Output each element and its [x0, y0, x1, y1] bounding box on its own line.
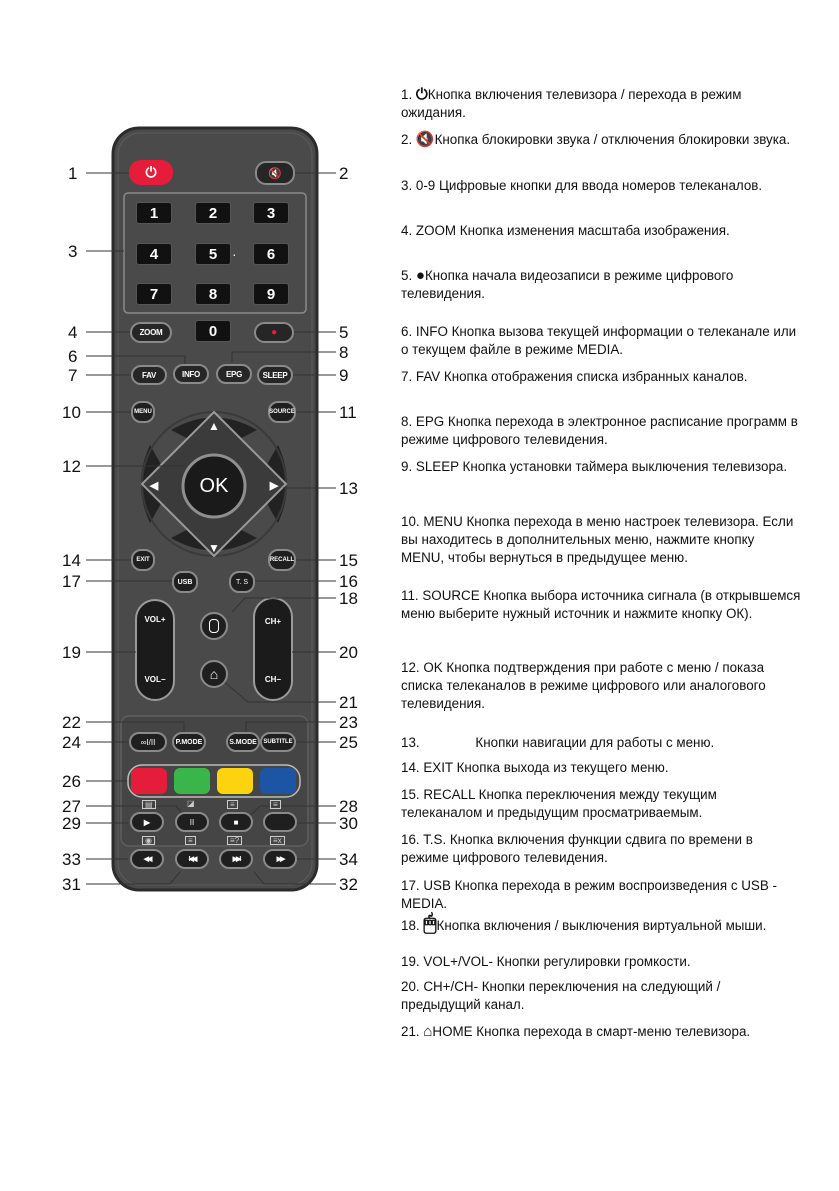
index-icon: ◉	[142, 836, 155, 845]
pause-button[interactable]: II	[175, 812, 209, 832]
callout-21: 21	[339, 693, 358, 712]
callout-33: 33	[62, 850, 81, 869]
description-text: OK Кнопка подтверждения при работе с меню / показа списка телеканалов в режиме цифрового или аналогового телевидения.	[401, 660, 766, 711]
sleep-button[interactable]: SLEEP	[257, 365, 293, 385]
vol-minus-button[interactable]: VOL−	[144, 674, 166, 684]
audio-lang-button[interactable]: ∞I/II	[129, 732, 167, 752]
description-text: Кнопки навигации для работы с меню.	[475, 735, 715, 750]
rewind-button[interactable]: ◀◀	[130, 849, 164, 869]
description-text: EPG Кнопка перехода в электронное расписание программ в режиме цифрового телевидения.	[401, 414, 798, 447]
callout-20: 20	[339, 643, 358, 662]
callout-24: 24	[62, 733, 81, 752]
description-number: 3.	[401, 178, 416, 193]
description-item	[401, 877, 801, 913]
description-number: 15.	[401, 787, 424, 802]
description-item	[401, 786, 801, 822]
description-number: 1.	[401, 87, 416, 102]
description-item	[401, 587, 801, 623]
callout-34: 34	[339, 850, 358, 869]
description-item	[401, 910, 801, 935]
green-key-button[interactable]	[174, 768, 210, 794]
fast-forward-button[interactable]: ▶▶	[263, 849, 297, 869]
description-item	[401, 978, 801, 1014]
digit-1-button[interactable]: 1	[136, 202, 172, 224]
digit-4-button[interactable]: 4	[136, 243, 172, 265]
description-number: 11.	[401, 588, 423, 603]
nav-left-button[interactable]: ◀	[149, 479, 159, 492]
prev-track-button[interactable]: I◀◀	[175, 849, 209, 869]
callout-1: 1	[68, 164, 78, 183]
description-item	[401, 513, 801, 567]
fav-button[interactable]: FAV	[131, 365, 167, 385]
description-number: 5.	[401, 268, 416, 283]
callout-29: 29	[62, 814, 81, 833]
callout-13: 13	[339, 479, 358, 498]
digit-3-button[interactable]: 3	[253, 202, 289, 224]
description-text: SLEEP Кнопка установки таймера выключения телевизора.	[415, 459, 788, 474]
description-text: USB Кнопка перехода в режим воспроизведения с USB - MEDIA.	[401, 878, 777, 911]
callout-31: 31	[62, 875, 81, 894]
description-number: 12.	[401, 660, 424, 675]
digit-5-button[interactable]: 5	[195, 243, 231, 265]
red-key-button[interactable]	[131, 768, 167, 794]
description-item	[401, 659, 801, 713]
dot-marker: ·	[232, 246, 237, 262]
description-text: 0-9 Цифровые кнопки для ввода номеров телеканалов.	[415, 178, 763, 193]
callout-8: 8	[339, 343, 349, 362]
zoom-button[interactable]: ZOOM	[130, 322, 172, 343]
description-number: 17.	[401, 878, 424, 893]
description-icon: ⏻	[415, 86, 428, 103]
description-text: VOL+/VOL- Кнопки регулировки громкости.	[423, 954, 691, 969]
callout-30: 30	[339, 814, 358, 833]
mix-icon: ◪	[187, 799, 195, 808]
digit-6-button[interactable]: 6	[253, 243, 289, 265]
description-text: MENU Кнопка перехода в меню настроек телевизора. Если вы находитесь в дополнительных меню, нажмите кнопку MENU, чтобы вернуться в предыдущее меню.	[401, 514, 794, 565]
description-item	[401, 413, 801, 449]
callout-14: 14	[62, 551, 81, 570]
description-text: Кнопка начала видеозаписи в режиме цифрового телевидения.	[401, 268, 734, 301]
cancel-icon: ≡x	[270, 836, 285, 845]
description-text: Кнопка блокировки звука / отключения блокировки звука.	[434, 132, 791, 147]
description-text: CH+/CH- Кнопки переключения на следующий / предыдущий канал.	[401, 979, 721, 1012]
size-icon: ≡	[270, 800, 281, 809]
description-item	[401, 458, 801, 476]
description-item	[401, 734, 801, 752]
description-icon: ●	[415, 267, 425, 284]
description-number: 14.	[401, 760, 424, 775]
callout-4: 4	[68, 323, 78, 342]
description-text: Кнопка включения / выключения виртуальной мыши.	[436, 918, 767, 933]
blank-media-button[interactable]	[263, 812, 297, 832]
callout-25: 25	[339, 733, 358, 752]
callout-28: 28	[339, 797, 358, 816]
description-number: 4.	[401, 223, 416, 238]
callout-27: 27	[62, 797, 81, 816]
description-number: 10.	[401, 514, 424, 529]
callout-18: 18	[339, 589, 358, 608]
digit-7-button[interactable]: 7	[136, 283, 172, 305]
nav-up-button[interactable]: ▲	[208, 419, 220, 433]
callout-3: 3	[68, 242, 78, 261]
description-text: RECALL Кнопка переключения между текущим телеканалом и предыдущим просматриваемым.	[401, 787, 717, 820]
yellow-key-button[interactable]	[217, 768, 253, 794]
callout-5: 5	[339, 323, 349, 342]
teletext-icon: ▤	[142, 800, 156, 809]
menu-button[interactable]: MENU	[131, 401, 155, 423]
description-text: EXIT Кнопка выхода из текущего меню.	[423, 760, 669, 775]
callout-16: 16	[339, 572, 358, 591]
record-button[interactable]: ●	[254, 322, 294, 343]
mouse-icon	[209, 619, 219, 633]
description-number: 8.	[401, 414, 416, 429]
description-number: 16.	[401, 832, 424, 847]
description-number: 6.	[401, 324, 416, 339]
callout-6: 6	[68, 347, 78, 366]
description-item	[401, 368, 801, 386]
description-item	[401, 222, 801, 240]
callout-2: 2	[339, 164, 349, 183]
ch-plus-button[interactable]: CH+	[264, 616, 282, 626]
digit-2-button[interactable]: 2	[195, 202, 231, 224]
description-text: SOURCE Кнопка выбора источника сигнала (в открывшемся меню выберите нужный источник и нажмите кнопку ОК).	[401, 588, 801, 621]
description-item	[401, 323, 801, 359]
subtitle-button[interactable]: SUBTITLE	[260, 732, 296, 752]
description-number: 13.	[401, 735, 476, 750]
epg-button[interactable]: EPG	[216, 364, 252, 384]
power-button[interactable]: ⏻	[129, 160, 173, 185]
description-number: 18.	[401, 918, 424, 933]
description-item	[401, 1023, 801, 1041]
callout-23: 23	[339, 713, 358, 732]
description-item	[401, 177, 801, 195]
description-text: HOME Кнопка перехода в смарт-меню телевизора.	[432, 1024, 751, 1039]
recall-button[interactable]: RECALL	[268, 549, 296, 571]
description-number: 19.	[401, 954, 424, 969]
hold-icon: ≡	[227, 800, 238, 809]
callout-32: 32	[339, 875, 358, 894]
description-text: ZOOM Кнопка изменения масштаба изображения.	[415, 223, 730, 238]
ok-button[interactable]: OK	[199, 474, 229, 497]
callout-9: 9	[339, 366, 349, 385]
callout-12: 12	[62, 457, 81, 476]
callout-7: 7	[68, 366, 78, 385]
stop-button[interactable]: ■	[219, 812, 253, 832]
description-number: 21.	[401, 1024, 424, 1039]
description-item	[401, 131, 801, 149]
digit-9-button[interactable]: 9	[253, 283, 289, 305]
play-button[interactable]: ▶	[130, 812, 164, 832]
picture-mode-button[interactable]: P.MODE	[172, 732, 206, 752]
description-icon: 🖱	[423, 910, 437, 935]
digit-8-button[interactable]: 8	[195, 283, 231, 305]
description-item	[401, 759, 801, 777]
source-button[interactable]: SOURCE	[268, 401, 296, 423]
description-item	[401, 953, 801, 971]
reveal-icon: ≡?	[227, 836, 242, 845]
callout-10: 10	[62, 403, 81, 422]
usb-button[interactable]: USB	[172, 571, 198, 593]
exit-button[interactable]: EXIT	[131, 549, 155, 571]
description-number: 7.	[401, 369, 416, 384]
home-button[interactable]	[200, 660, 228, 688]
description-text: FAV Кнопка отображения списка избранных каналов.	[415, 369, 748, 384]
description-number: 9.	[401, 459, 416, 474]
description-item	[401, 831, 801, 867]
nav-right-button[interactable]: ▶	[269, 479, 279, 492]
home-icon: ⌂	[209, 666, 219, 682]
subpage-icon: ≡	[185, 836, 196, 845]
callout-26: 26	[62, 772, 81, 791]
nav-down-button[interactable]: ▼	[208, 541, 220, 555]
description-text: Кнопка включения телевизора / перехода в режим ожидания.	[401, 87, 742, 120]
info-button[interactable]: INFO	[173, 364, 209, 384]
callout-15: 15	[339, 551, 358, 570]
mute-button[interactable]: 🔇	[255, 161, 295, 185]
blue-key-button[interactable]	[260, 768, 296, 794]
callout-17: 17	[62, 572, 81, 591]
digit-0-button[interactable]: 0	[195, 320, 231, 342]
description-number: 2.	[401, 132, 416, 147]
timeshift-button[interactable]: T. S	[229, 571, 255, 593]
description-text: INFO Кнопка вызова текущей информации о телеканале или о текущем файле в режиме MEDIA.	[401, 324, 797, 357]
description-item	[401, 86, 801, 122]
description-number: 20.	[401, 979, 424, 994]
next-track-button[interactable]: ▶▶I	[219, 849, 253, 869]
callout-11: 11	[339, 403, 357, 422]
sound-mode-button[interactable]: S.MODE	[226, 732, 260, 752]
ch-minus-button[interactable]: CH−	[264, 674, 282, 684]
description-item	[401, 267, 801, 303]
description-icon: ⌂	[423, 1023, 433, 1040]
vol-plus-button[interactable]: VOL+	[144, 614, 166, 624]
description-text: T.S. Кнопка включения функции сдвига по времени в режиме цифрового телевидения.	[401, 832, 753, 865]
description-icon: 🔇	[415, 131, 435, 148]
mouse-button[interactable]	[200, 612, 228, 640]
callout-22: 22	[62, 713, 81, 732]
callout-19: 19	[62, 643, 81, 662]
